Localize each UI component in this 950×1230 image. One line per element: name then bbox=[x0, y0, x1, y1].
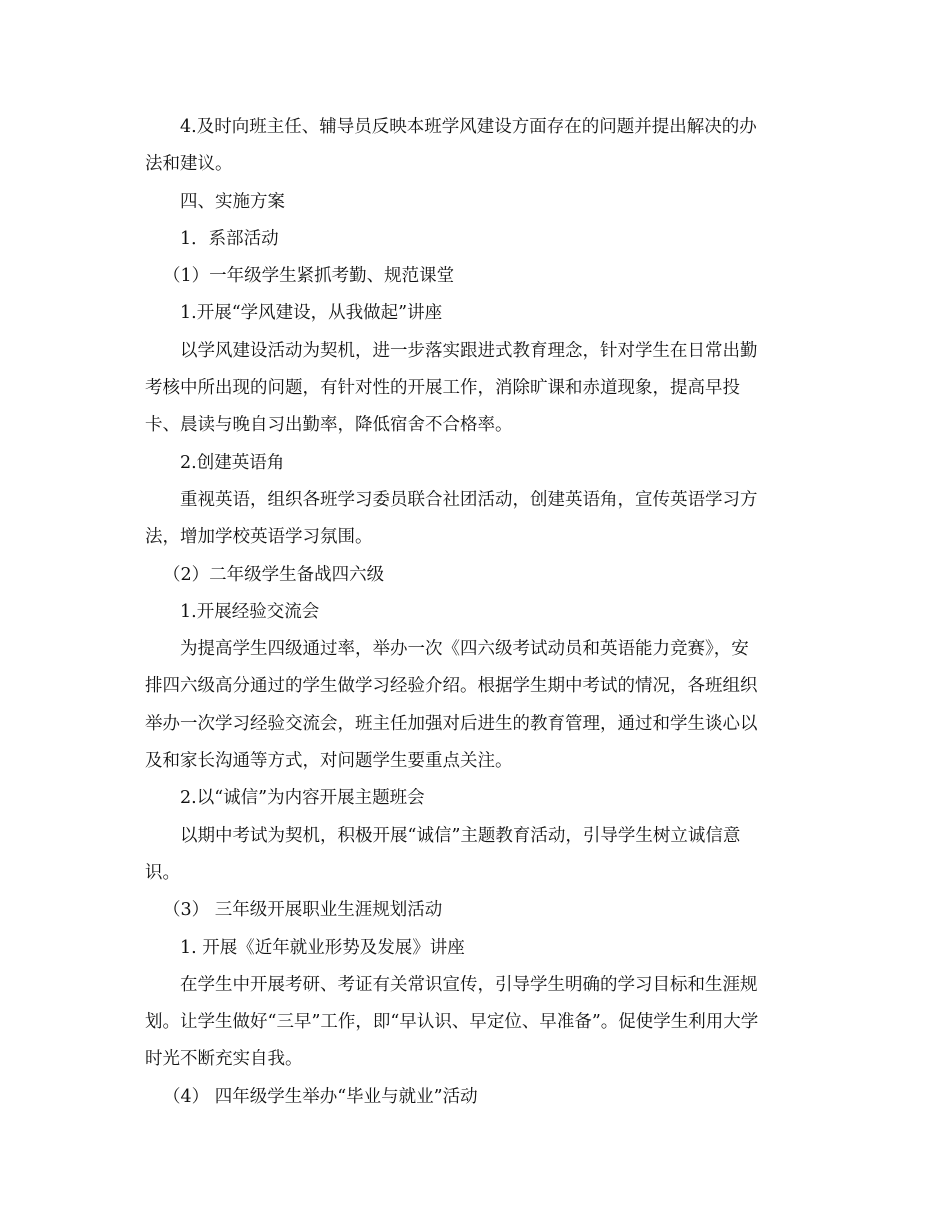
paragraph-line: 法，增加学校英语学习氛围。 bbox=[145, 527, 373, 548]
item-heading: 2.创建英语角 bbox=[180, 452, 285, 473]
subsection-heading: （4） 四年级学生举办“毕业与就业”活动 bbox=[163, 1086, 478, 1107]
subsection-heading: （3） 三年级开展职业生涯规划活动 bbox=[163, 900, 443, 921]
paragraph-line: 排四六级高分通过的学生做学习经验介绍。根据学生期中考试的情况，各班组织 bbox=[145, 676, 758, 697]
paragraph-line: 重视英语，组织各班学习委员联合社团活动，创建英语角，宣传英语学习方 bbox=[180, 489, 758, 510]
subsection-heading: 1．系部活动 bbox=[180, 228, 279, 249]
subsection-heading: （2）二年级学生备战四六级 bbox=[163, 564, 385, 585]
paragraph-line: 法和建议。 bbox=[145, 154, 233, 175]
item-heading: 1. 开展《近年就业形势及发展》讲座 bbox=[180, 937, 465, 958]
paragraph-line: 以期中考试为契机，积极开展“诚信”主题教育活动，引导学生树立诚信意 bbox=[180, 825, 741, 846]
paragraph-line: 划。让学生做好“三早”工作，即“早认识、早定位、早准备”。促使学生利用大学 bbox=[145, 1012, 759, 1033]
section-heading: 四、实施方案 bbox=[180, 191, 285, 212]
paragraph-line: 识。 bbox=[145, 862, 180, 883]
paragraph-line: 时光不断充实自我。 bbox=[145, 1049, 303, 1070]
item-heading: 2.以“诚信”为内容开展主题班会 bbox=[180, 788, 425, 809]
paragraph-line: 在学生中开展考研、考证有关常识宣传，引导学生明确的学习目标和生涯规 bbox=[180, 974, 758, 995]
subsection-heading: （1）一年级学生紧抓考勤、规范课堂 bbox=[163, 266, 455, 287]
document-body bbox=[145, 109, 810, 1116]
paragraph-line: 以学风建设活动为契机，进一步落实跟进式教育理念，针对学生在日常出勤 bbox=[180, 340, 758, 361]
paragraph-line: 4.及时向班主任、辅导员反映本班学风建设方面存在的问题并提出解决的办 bbox=[180, 117, 757, 137]
paragraph-line: 及和家长沟通等方式，对问题学生要重点关注。 bbox=[145, 751, 513, 772]
paragraph-line: 为提高学生四级通过率，举办一次《四六级考试动员和英语能力竞赛》，安 bbox=[180, 639, 749, 660]
paragraph-line: 举办一次学习经验交流会，班主任加强对后进生的教育管理，通过和学生谈心以 bbox=[145, 713, 758, 734]
item-heading: 1.开展经验交流会 bbox=[180, 601, 320, 622]
paragraph-line: 卡、晨读与晚自习出勤率，降低宿舍不合格率。 bbox=[145, 415, 513, 436]
item-heading: 1.开展“学风建设，从我做起”讲座 bbox=[180, 303, 443, 324]
paragraph-line: 考核中所出现的问题，有针对性的开展工作，消除旷课和赤道现象，提高早投 bbox=[145, 378, 740, 399]
